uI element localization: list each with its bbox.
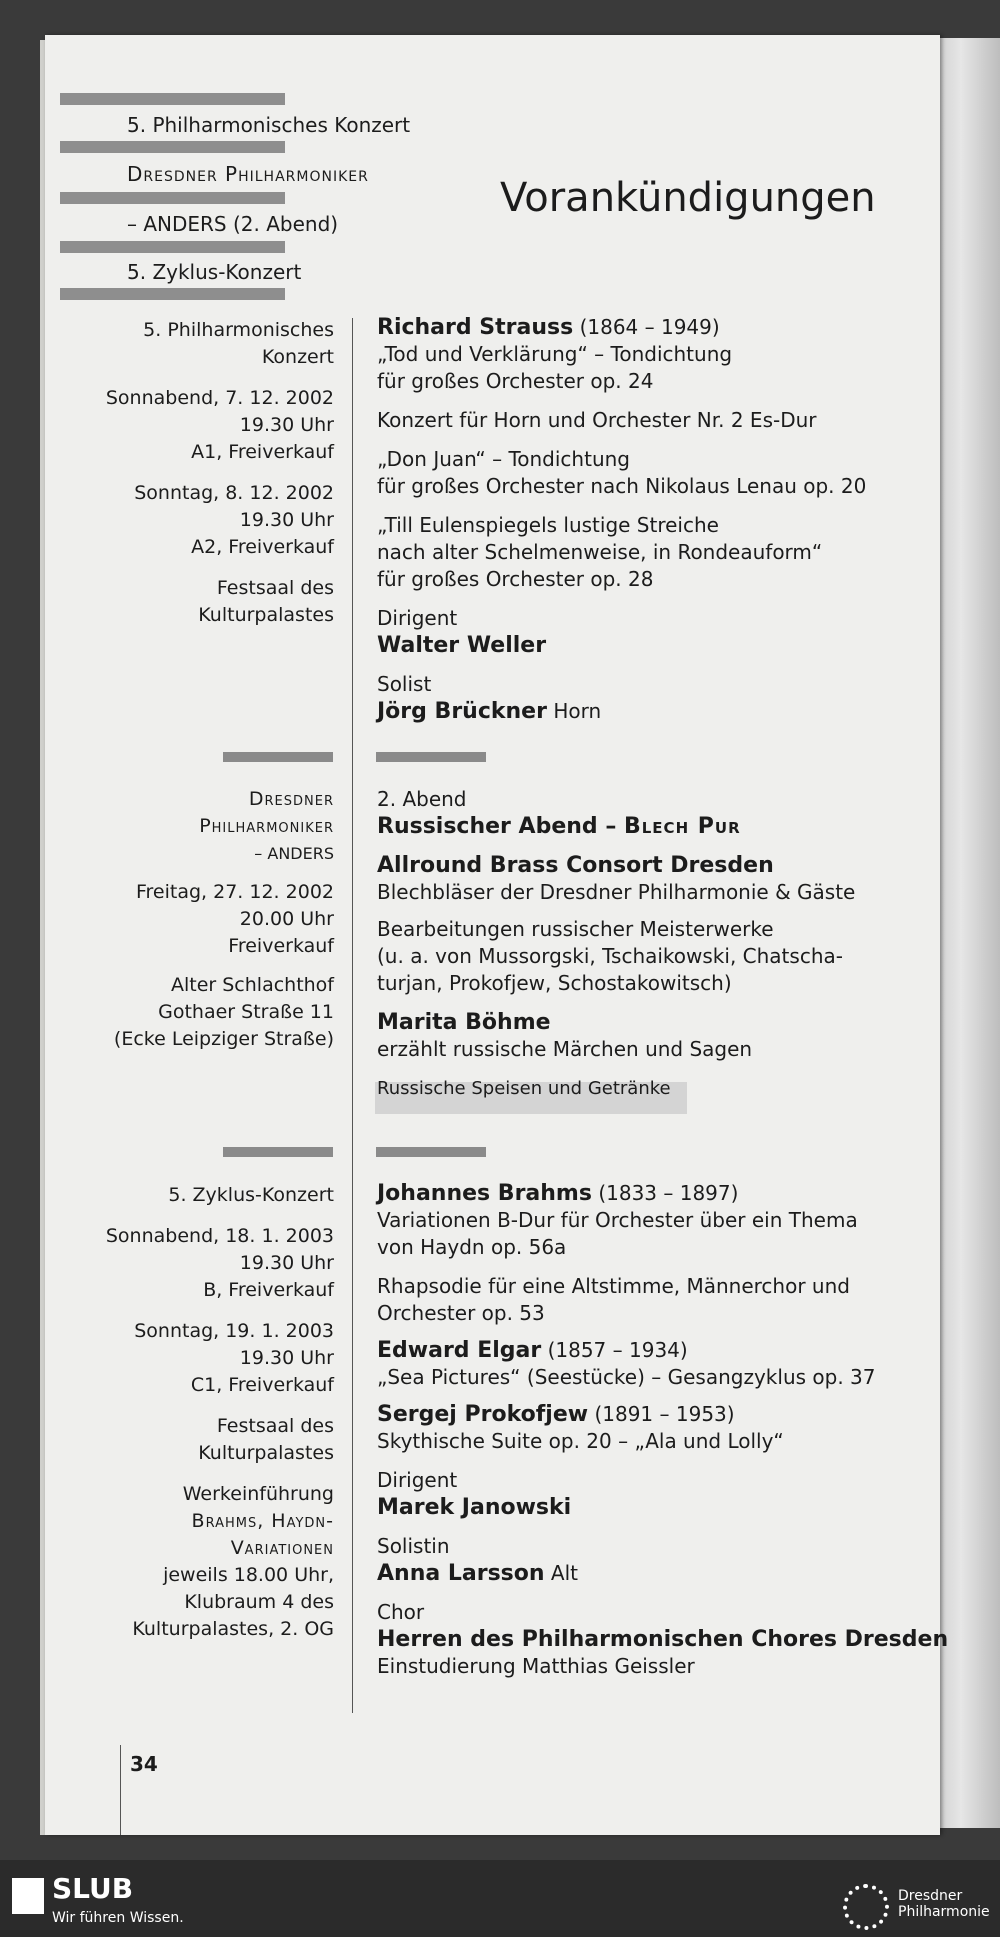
- header-line-1: 5. Philharmonisches Konzert: [127, 113, 411, 137]
- work-title: „Tod und Verklärung“ – Tondichtung: [377, 342, 733, 366]
- soloist-voice: Alt: [550, 1561, 578, 1585]
- header-stripe: [60, 141, 285, 153]
- intro-line: Brahms, Haydn-: [191, 1510, 334, 1532]
- composer-years: (1864 – 1949): [579, 315, 720, 339]
- page-title: Vorankündigungen: [500, 175, 876, 221]
- time-line: 19.30 Uhr: [239, 1252, 334, 1274]
- header-line-2: Dresdner Philharmoniker: [127, 162, 369, 186]
- work-title: „Don Juan“ – Tondichtung: [377, 447, 630, 471]
- time-line: 19.30 Uhr: [239, 509, 334, 531]
- info-line: Dresdner: [248, 788, 334, 810]
- work-detail: für großes Orchester op. 24: [377, 369, 654, 393]
- page-number: 34: [130, 1752, 158, 1776]
- narrator-description: erzählt russische Märchen und Sagen: [377, 1037, 753, 1061]
- role-label: Dirigent: [377, 606, 458, 630]
- conductor-name: Walter Weller: [377, 633, 547, 658]
- time-line: 19.30 Uhr: [239, 414, 334, 436]
- event1-info: [106, 317, 334, 629]
- event1-program: [377, 314, 866, 725]
- section-separator: [376, 752, 486, 762]
- dresdner-philharmonie-logo-icon[interactable]: [843, 1884, 889, 1930]
- work-detail: für großes Orchester op. 28: [377, 567, 654, 591]
- program-description: Bearbeitungen russischer Meisterwerke: [377, 917, 774, 941]
- role-label: Solistin: [377, 1534, 450, 1558]
- slub-logo-icon[interactable]: [12, 1878, 44, 1914]
- ticket-line: Freiverkauf: [228, 935, 334, 957]
- header-line-3: – ANDERS (2. Abend): [127, 212, 339, 236]
- event-title-smallcaps: Blech Pur: [623, 814, 741, 839]
- composer-name: Johannes Brahms: [377, 1181, 592, 1206]
- ensemble-name: Allround Brass Consort Dresden: [377, 853, 774, 878]
- venue-line: Kulturpalastes: [198, 604, 334, 626]
- dresdner-philharmonie-name[interactable]: [898, 1888, 990, 1920]
- venue-line: (Ecke Leipziger Straße): [113, 1028, 334, 1050]
- role-label: Dirigent: [377, 1468, 458, 1492]
- dp-line: Dresdner: [898, 1888, 963, 1904]
- date-line: Sonntag, 8. 12. 2002: [134, 482, 334, 504]
- work-detail: nach alter Schelmenweise, in Rondeauform“: [377, 540, 823, 564]
- info-line: Konzert: [261, 346, 334, 368]
- program-description: (u. a. von Mussorgski, Tschaikowski, Chatscha-: [377, 944, 843, 968]
- venue-line: Kulturpalastes: [198, 1442, 334, 1464]
- ticket-line: A1, Freiverkauf: [191, 441, 334, 463]
- page-number-rule: [120, 1745, 121, 1835]
- work-title: Konzert für Horn und Orchester Nr. 2 Es-Dur: [377, 408, 817, 432]
- program-description: turjan, Prokofjew, Schostakowitsch): [377, 971, 732, 995]
- composer-name: Sergej Prokofjew: [377, 1402, 589, 1427]
- composer-years: (1833 – 1897): [598, 1181, 739, 1205]
- composer-name: Edward Elgar: [377, 1338, 542, 1363]
- section-separator: [223, 1147, 333, 1157]
- info-line: 5. Philharmonisches: [143, 319, 334, 341]
- composer-name: Richard Strauss: [377, 315, 574, 340]
- date-line: Sonnabend, 18. 1. 2003: [105, 1225, 334, 1247]
- work-title: „Sea Pictures“ (Seestücke) – Gesangzyklus op. 37: [377, 1365, 876, 1389]
- info-line: Philharmoniker: [199, 815, 334, 837]
- ticket-line: C1, Freiverkauf: [190, 1374, 334, 1396]
- intro-line: Klubraum 4 des: [184, 1591, 334, 1613]
- intro-line: jeweils 18.00 Uhr,: [163, 1564, 334, 1586]
- soloist-name: Anna Larsson: [377, 1561, 545, 1586]
- section-separator: [223, 752, 333, 762]
- choir-director: Einstudierung Matthias Geissler: [377, 1654, 695, 1678]
- work-title: Variationen B-Dur für Orchester über ein Thema: [377, 1208, 858, 1232]
- composer-years: (1857 – 1934): [547, 1338, 688, 1362]
- event2-program: [377, 786, 855, 1102]
- date-line: Sonnabend, 7. 12. 2002: [105, 387, 334, 409]
- narrator-name: Marita Böhme: [377, 1010, 551, 1035]
- venue-line: Festsaal des: [216, 1415, 334, 1437]
- work-detail: Orchester op. 53: [377, 1301, 545, 1325]
- composer-years: (1891 – 1953): [594, 1402, 735, 1426]
- ensemble-description: Blechbläser der Dresdner Philharmonie & Gäste: [377, 880, 856, 904]
- ticket-line: B, Freiverkauf: [203, 1279, 334, 1301]
- event3-program: [377, 1180, 948, 1680]
- event2-info: [114, 786, 334, 1053]
- info-line: 5. Zyklus-Konzert: [168, 1184, 334, 1206]
- conductor-name: Marek Janowski: [377, 1495, 572, 1520]
- evening-label: 2. Abend: [377, 787, 467, 811]
- ticket-line: A2, Freiverkauf: [191, 536, 334, 558]
- work-detail: für großes Orchester nach Nikolaus Lenau op. 20: [377, 474, 867, 498]
- soloist-name: Jörg Brückner: [377, 699, 547, 724]
- header-stripe: [60, 241, 285, 253]
- date-line: Sonntag, 19. 1. 2003: [134, 1320, 334, 1342]
- soloist-instrument: Horn: [553, 699, 602, 723]
- section-separator: [376, 1147, 486, 1157]
- event3-info: [106, 1182, 334, 1643]
- work-detail: von Haydn op. 56a: [377, 1235, 567, 1259]
- header-stripe: [60, 288, 285, 300]
- column-divider: [352, 318, 353, 1713]
- venue-line: Festsaal des: [216, 577, 334, 599]
- time-line: 19.30 Uhr: [239, 1347, 334, 1369]
- header-stripe: [60, 192, 285, 204]
- work-title: Rhapsodie für eine Altstimme, Männerchor und: [377, 1274, 850, 1298]
- intro-line: Werkeinführung: [182, 1483, 334, 1505]
- work-title: Skythische Suite op. 20 – „Ala und Lolly“: [377, 1429, 784, 1453]
- intro-line: Kulturpalastes, 2. OG: [132, 1618, 334, 1640]
- slub-tagline: Wir führen Wissen.: [52, 1910, 184, 1926]
- header-stripe: [60, 93, 285, 105]
- date-line: Freitag, 27. 12. 2002: [135, 881, 334, 903]
- info-line: – ANDERS: [254, 844, 334, 863]
- work-title: „Till Eulenspiegels lustige Streiche: [377, 513, 719, 537]
- venue-line: Gothaer Straße 11: [158, 1001, 334, 1023]
- role-label: Chor: [377, 1600, 425, 1624]
- venue-line: Alter Schlachthof: [170, 974, 334, 996]
- event-title: Russischer Abend –: [377, 814, 624, 839]
- role-label: Solist: [377, 672, 432, 696]
- dp-line: Philharmonie: [898, 1904, 990, 1920]
- choir-name: Herren des Philharmonischen Chores Dresden: [377, 1627, 949, 1652]
- food-note: Russische Speisen und Getränke: [377, 1078, 671, 1099]
- header-line-4: 5. Zyklus-Konzert: [127, 260, 302, 284]
- intro-line: Variationen: [230, 1537, 334, 1559]
- time-line: 20.00 Uhr: [239, 908, 334, 930]
- slub-name[interactable]: SLUB: [52, 1872, 134, 1905]
